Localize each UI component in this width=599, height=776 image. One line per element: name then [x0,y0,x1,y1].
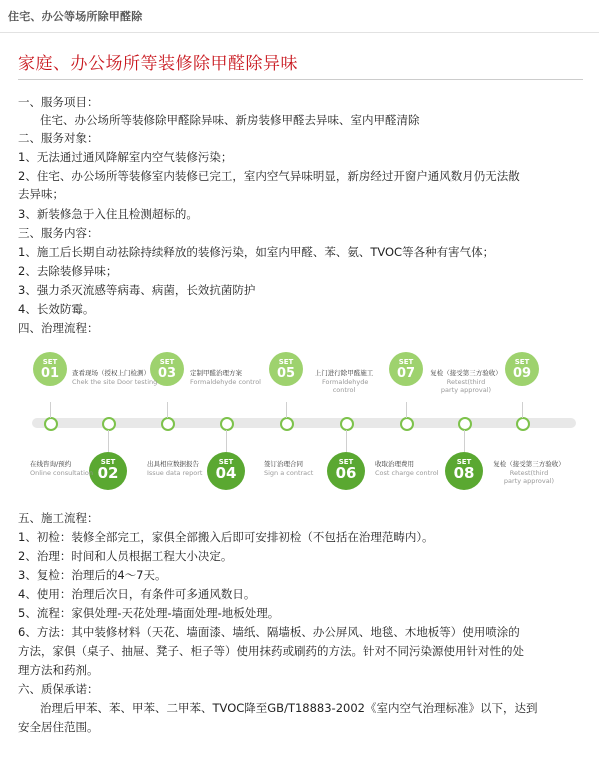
list-item: 3、复检：治理后的4～7天。 [18,568,167,582]
connector-line [406,402,407,418]
list-item: 3、强力杀灭流感等病毒、病菌，长效抗菌防护 [18,283,256,297]
step-badge-05: SET 05 [269,352,303,386]
connector-line [522,402,523,418]
section-heading: 五、施工流程： [18,511,99,525]
step-label-03: 定制甲醛治理方案 Formaldehyde control [190,369,261,386]
section-heading: 四、治理流程： [18,321,99,335]
section-heading: 一、服务项目： [18,95,99,109]
step-badge-01: SET 01 [33,352,67,386]
connector-line [226,430,227,452]
timeline-dot [516,417,530,431]
step-label-09: 复检（接受第三方验收） Retest(third party approval) [493,460,565,485]
list-item: 6、方法：其中装修材料（天花、墙面漆、墙纸、隔墙板、办公屏风、地毯、木地板等）使用喷涂的 [18,625,520,639]
page-title: 家庭、办公场所等装修除甲醛除异味 [18,54,298,74]
connector-line [50,402,51,418]
connector-line [167,402,168,418]
list-item: 方法，家俱（桌子、抽屉、凳子、柜子等）使用抹药或刷药的方法。针对不同污染源使用针对性的处 [18,644,524,658]
connector-line [286,402,287,418]
connector-line [346,430,347,452]
timeline-dot [102,417,116,431]
list-item: 5、流程：家俱处理-天花处理-墙面处理-地板处理。 [18,606,280,620]
timeline-dot [400,417,414,431]
section-heading: 六、质保承诺： [18,682,99,696]
paragraph: 住宅、办公场所等装修除甲醛除异味、新房装修甲醛去异味、室内甲醛清除 [40,113,420,127]
timeline-dot [161,417,175,431]
list-item: 4、使用：治理后次日，有条件可多通风数日。 [18,587,256,601]
step-badge-02: SET 02 [89,452,127,490]
connector-line [108,430,109,452]
list-item: 1、无法通过通风降解室内空气装修污染； [18,150,233,164]
connector-line [464,430,465,452]
process-flow-diagram [30,346,580,502]
step-badge-06: SET 06 [327,452,365,490]
step-badge-04: SET 04 [207,452,245,490]
step-label-06: 签订治理合同 Sign a contract [264,460,314,477]
step-label-01: 查看现场（授权上门检测） Chek the site Door testing [72,369,158,386]
list-item: 去异味； [18,187,64,201]
paragraph: 安全居住范围。 [18,720,99,734]
list-item: 3、新装修急于入住且检测超标的。 [18,207,198,221]
paragraph: 治理后甲苯、苯、甲苯、二甲苯、TVOC降至GB/T18883-2002《室内空气治理标准》以下，达到 [40,701,538,715]
step-badge-07: SET 07 [389,352,423,386]
top-bar-label: 住宅、办公等场所除甲醛除 [8,10,143,23]
section-heading: 三、服务内容： [18,226,99,240]
list-item: 2、住宅、办公场所等装修室内装修已完工，室内空气异味明显，新房经过开窗户通风数月仍无法散 [18,169,520,183]
top-bar [0,0,599,33]
timeline-dot [340,417,354,431]
step-label-07: 复检（接受第三方验收） Retest(third party approval) [430,369,502,394]
list-item: 理方法和药剂。 [18,663,99,677]
step-label-02: 在线咨询/预约 Online consultation [30,460,93,477]
step-label-04: 出具相应数据报告 Issue data report [147,460,203,477]
step-badge-08: SET 08 [445,452,483,490]
step-label-05: 上门进行除甲醛施工 Formaldehyde control [314,369,374,394]
timeline-dot [44,417,58,431]
step-badge-09: SET 09 [505,352,539,386]
step-badge-03: SET 03 [150,352,184,386]
list-item: 1、初检：装修全部完工，家俱全部搬入后即可安排初检（不包括在治理范畴内）。 [18,530,434,544]
timeline-dot [220,417,234,431]
section-heading: 二、服务对象： [18,131,99,145]
list-item: 1、施工后长期自动祛除持续释放的装修污染，如室内甲醛、苯、氨、TVOC等各种有害气体； [18,245,495,259]
list-item: 2、治理：时间和人员根据工程大小决定。 [18,549,233,563]
list-item: 4、长效防霉。 [18,302,95,316]
timeline-dot [280,417,294,431]
timeline-dot [458,417,472,431]
list-item: 2、去除装修异味； [18,264,118,278]
step-label-08: 收取治理费用 Cost charge control [375,460,439,477]
title-divider [18,79,583,80]
